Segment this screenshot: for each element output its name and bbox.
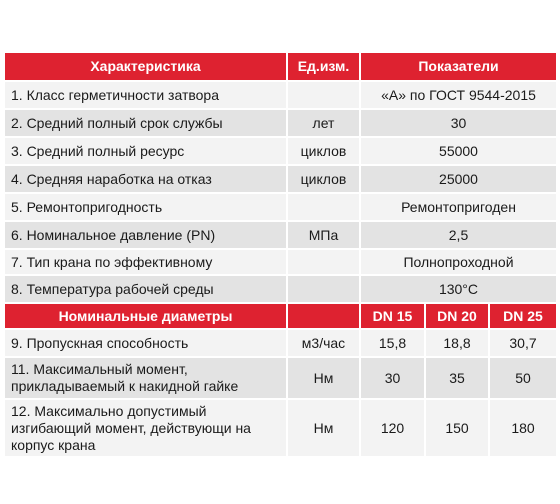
row-unit: лет (287, 109, 360, 137)
header-unit: Ед.изм. (287, 53, 360, 81)
row-value-dn15: 120 (360, 399, 425, 457)
row-name: 4. Средняя наработка на отказ (5, 165, 287, 193)
diameter-dn15: DN 15 (360, 303, 425, 329)
row-name: 1. Класс герметичности затвора (5, 81, 287, 109)
row-name: 3. Средний полный ресурс (5, 137, 287, 165)
row-name: 7. Тип крана по эффективному (5, 249, 287, 275)
row-value: 25000 (360, 165, 556, 193)
table-row (5, 275, 556, 303)
row-value-dn20: 35 (425, 357, 489, 399)
row-name-line: изгибающий момент, действующи на (11, 419, 251, 436)
diameters-header-label: Номинальные диаметры (5, 303, 287, 329)
row-value-dn20: 18,8 (425, 329, 489, 357)
row-value-dn25: 180 (489, 399, 556, 457)
row-value: 30 (360, 109, 556, 137)
row-unit: МПа (287, 221, 360, 249)
row-unit (287, 193, 360, 221)
row-name: 9. Пропускная способность (5, 329, 287, 357)
table-row (5, 221, 556, 249)
row-unit (287, 81, 360, 109)
diameter-dn25: DN 25 (489, 303, 556, 329)
row-unit: Нм (287, 399, 360, 457)
table-row (5, 193, 556, 221)
row-name: 8. Температура рабочей среды (5, 275, 287, 303)
table-header-row (5, 53, 556, 81)
table-row (5, 137, 556, 165)
row-unit (287, 249, 360, 275)
row-value-dn15: 15,8 (360, 329, 425, 357)
row-value-dn15: 30 (360, 357, 425, 399)
row-unit: м3/час (287, 329, 360, 357)
row-name-line: 12. Максимально допустимый (11, 402, 207, 419)
row-value: Ремонтопригоден (360, 193, 556, 221)
table-row (5, 165, 556, 193)
row-name: 6. Номинальное давление (PN) (5, 221, 287, 249)
table-row (5, 399, 556, 457)
row-value: 55000 (360, 137, 556, 165)
row-value-dn25: 50 (489, 357, 556, 399)
diameter-dn20: DN 20 (425, 303, 489, 329)
row-name (5, 399, 287, 457)
header-characteristic: Характеристика (5, 53, 287, 81)
row-value: «А» по ГОСТ 9544-2015 (360, 81, 556, 109)
row-name-line: прикладываемый к накидной гайке (11, 378, 239, 394)
diameters-header-row (5, 303, 556, 329)
diameters-header-unit (287, 303, 360, 329)
row-unit: циклов (287, 137, 360, 165)
row-unit: Нм (287, 357, 360, 399)
table-row (5, 329, 556, 357)
row-name (5, 357, 287, 399)
row-name-line: корпус крана (11, 436, 96, 453)
header-values: Показатели (360, 53, 556, 81)
table-row (5, 81, 556, 109)
row-value: 2,5 (360, 221, 556, 249)
row-name-line: 11. Максимальный момент, (11, 361, 188, 377)
row-value: Полнопроходной (360, 249, 556, 275)
table-row (5, 357, 556, 399)
table-row (5, 109, 556, 137)
row-value-dn25: 30,7 (489, 329, 556, 357)
table-row (5, 249, 556, 275)
row-value: 130°С (360, 275, 556, 303)
row-unit (287, 275, 360, 303)
row-name: 5. Ремонтопригодность (5, 193, 287, 221)
row-name: 2. Средний полный срок службы (5, 109, 287, 137)
specifications-table (5, 53, 556, 458)
row-value-dn20: 150 (425, 399, 489, 457)
row-unit: циклов (287, 165, 360, 193)
